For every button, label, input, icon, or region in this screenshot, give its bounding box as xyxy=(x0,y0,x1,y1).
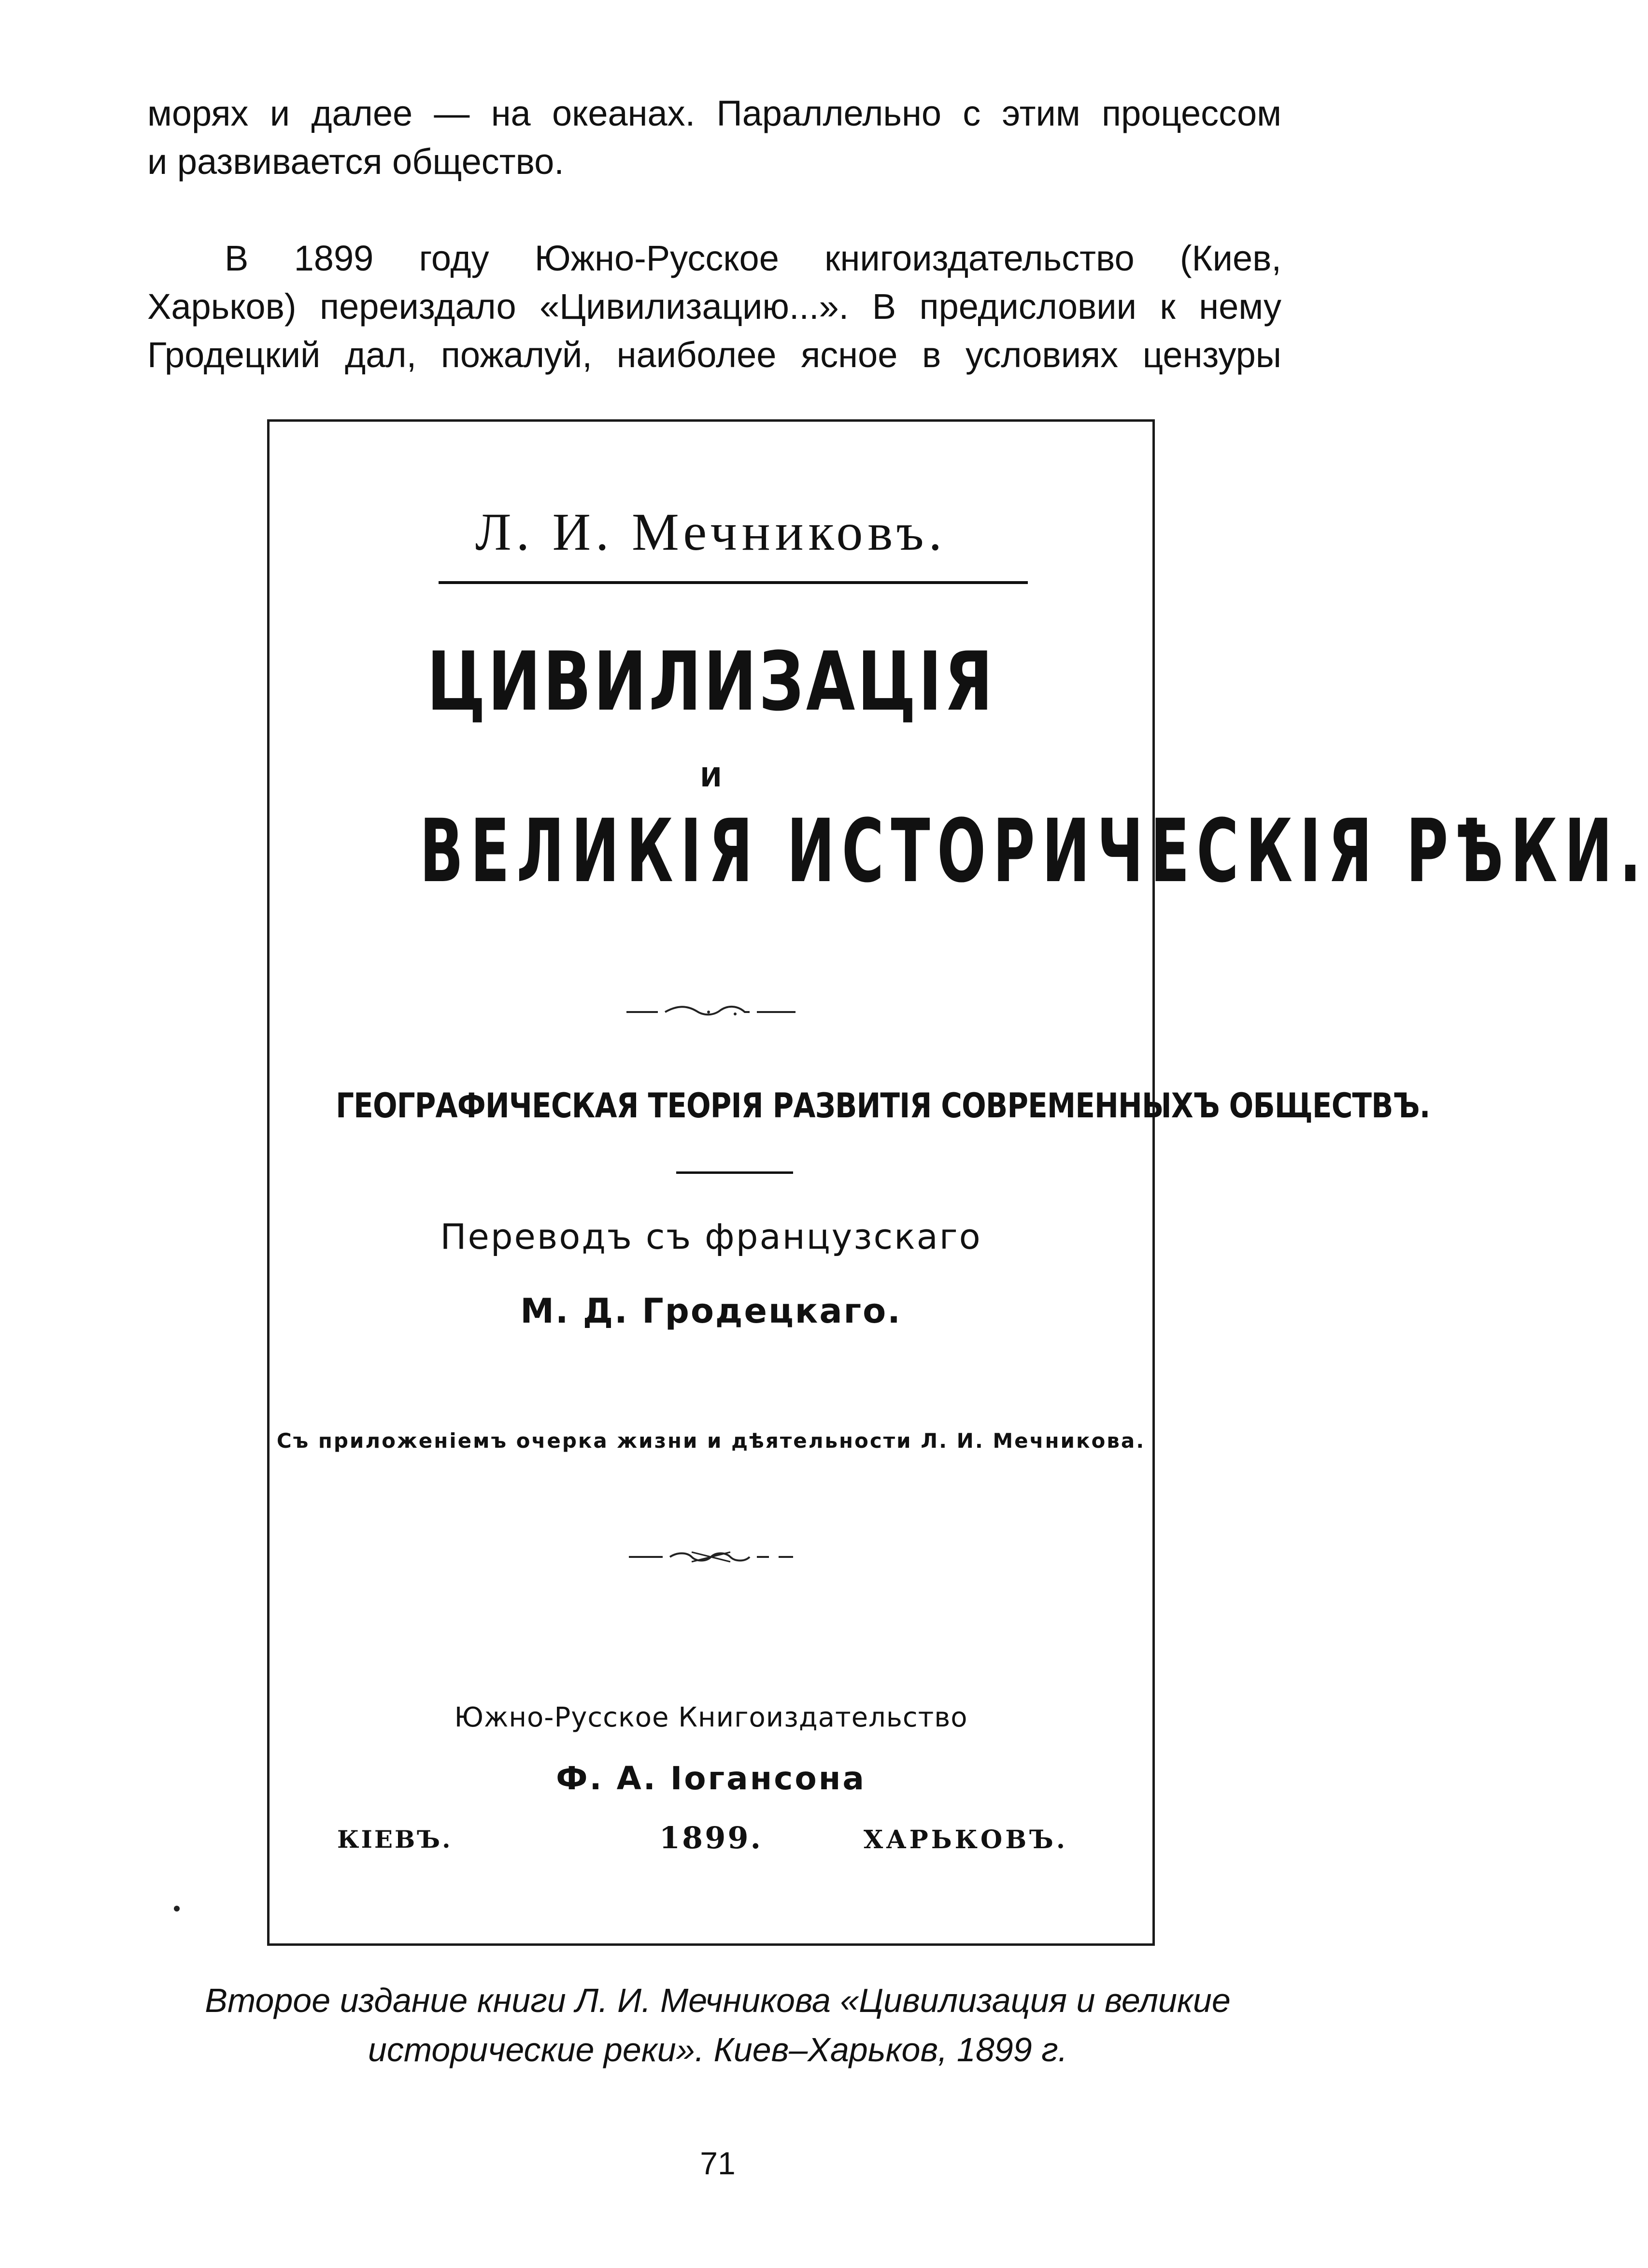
cover-title-line-2: ВЕЛИКІЯ ИСТОРИЧЕСКІЯ РѢКИ. xyxy=(419,801,1648,902)
cover-city-kiev: КІЕВЪ. xyxy=(337,1825,453,1854)
body-paragraph-2 xyxy=(147,234,1281,379)
flourish-ornament-icon xyxy=(624,1547,798,1567)
ornament-divider-top xyxy=(270,1001,1152,1023)
book-cover-figure xyxy=(267,419,1648,1946)
cover-city-kharkov: ХАРЬКОВЪ. xyxy=(863,1825,1068,1854)
cover-title-line-1: ЦИВИЛИЗАЦІЯ xyxy=(426,634,995,729)
ornament-divider-bottom xyxy=(270,1547,1152,1569)
body-line: и развивается общество. xyxy=(147,142,564,182)
cover-publisher-name: Ф. А. Іогансона xyxy=(556,1760,866,1797)
cover-short-rule xyxy=(676,1171,793,1174)
cover-subtitle: ГЕОГРАФИЧЕСКАЯ ТЕОРІЯ РАЗВИТІЯ СОВРЕМЕННЫХЪ ОБЩЕСТВЪ. xyxy=(336,1086,1430,1126)
cover-appendix-note: Съ приложеніемъ очерка жизни и дѣятельности Л. И. Мечникова. xyxy=(276,1429,1146,1453)
cover-translation-note: Переводъ съ французскаго xyxy=(440,1216,982,1257)
page-number: 71 xyxy=(700,2145,736,2181)
stray-dot xyxy=(174,1906,180,1911)
cover-year: 1899. xyxy=(659,1820,763,1855)
cover-title-conjunction: И xyxy=(700,762,722,793)
cover-translator: М. Д. Гродецкаго. xyxy=(520,1291,902,1331)
cover-publisher: Южно-Русское Книгоиздательство xyxy=(454,1702,968,1733)
figure-caption xyxy=(145,1976,1291,2074)
author-underline xyxy=(439,581,1028,584)
body-line: морях и далее — на океанах. Параллельно с этим процессом xyxy=(147,93,1281,133)
caption-line: исторические реки». Киев–Харьков, 1899 г. xyxy=(368,2031,1068,2068)
cover-author: Л. И. Мечниковъ. xyxy=(475,502,947,561)
flourish-ornament-icon xyxy=(624,1001,798,1021)
caption-line: Второе издание книги Л. И. Мечникова «Цивилизация и великие xyxy=(205,1982,1231,2019)
body-line: В 1899 году Южно-Русское книгоиздательство (Киев, xyxy=(225,238,1281,278)
body-line: Гродецкий дал, пожалуй, наиболее ясное в условиях цензуры xyxy=(147,335,1281,375)
body-line: Харьков) переиздало «Цивилизацию...». В предисловии к нему xyxy=(147,286,1281,327)
body-paragraph-1 xyxy=(147,89,1281,186)
